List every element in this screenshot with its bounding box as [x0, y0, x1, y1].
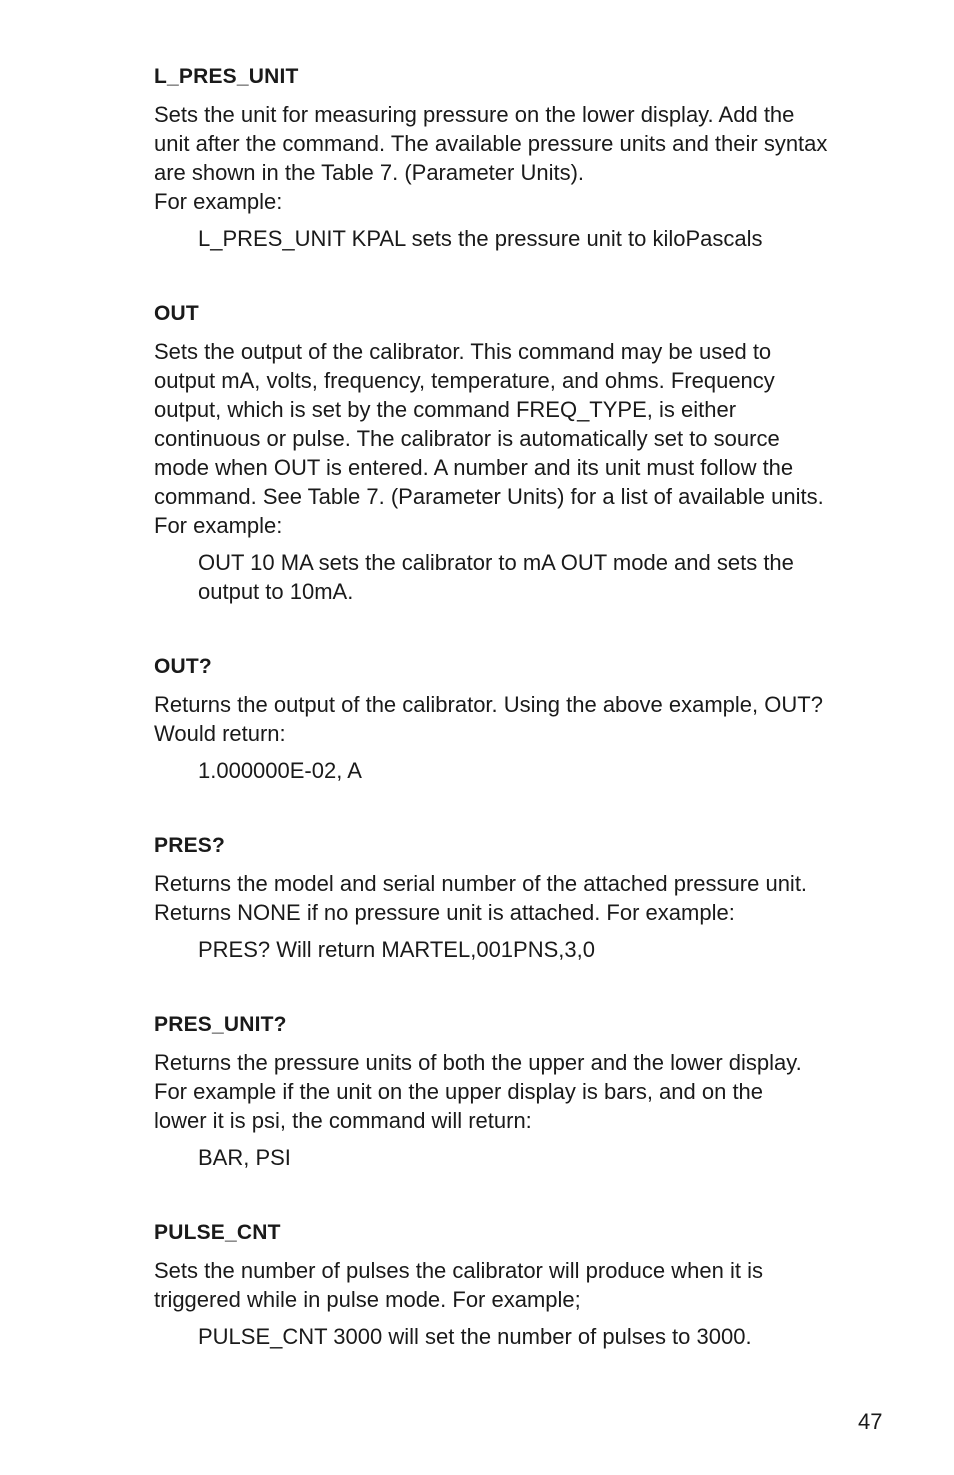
command-heading: L_PRES_UNIT — [154, 65, 299, 88]
command-section-pulse-cnt — [154, 1220, 894, 1351]
description-line: Returns the output of the calibrator. Using the above example, OUT? — [154, 692, 823, 717]
example-line: PULSE_CNT 3000 will set the number of pulses to 3000. — [198, 1324, 752, 1349]
command-section-pres-query — [154, 833, 894, 964]
example-line: BAR, PSI — [198, 1145, 291, 1170]
command-heading: PULSE_CNT — [154, 1221, 281, 1244]
description-line: unit after the command. The available pressure units and their syntax — [154, 131, 828, 156]
description-line: For example if the unit on the upper display is bars, and on the — [154, 1079, 764, 1104]
command-section-l-pres-unit — [154, 64, 894, 253]
description-line: Returns the model and serial number of the attached pressure unit. — [154, 871, 808, 896]
command-description — [154, 1256, 889, 1314]
description-line: Sets the unit for measuring pressure on the lower display. Add the — [154, 102, 795, 127]
description-line: Would return: — [154, 721, 286, 746]
description-line: triggered while in pulse mode. For example; — [154, 1287, 581, 1312]
command-section-out — [154, 301, 894, 606]
description-line: output mA, volts, frequency, temperature, and ohms. Frequency — [154, 368, 775, 393]
description-line: lower it is psi, the command will return: — [154, 1108, 532, 1133]
command-section-out-query — [154, 654, 894, 785]
description-line: For example: — [154, 189, 283, 214]
command-section-pres-unit-query — [154, 1012, 894, 1172]
command-heading: OUT? — [154, 655, 212, 678]
command-description — [154, 100, 889, 216]
command-description — [154, 1048, 889, 1135]
description-line: mode when OUT is entered. A number and its unit must follow the — [154, 455, 794, 480]
description-line: Returns the pressure units of both the upper and the lower display. — [154, 1050, 802, 1075]
description-line: For example: — [154, 513, 283, 538]
example-line: 1.000000E-02, A — [198, 758, 362, 783]
example-line: PRES? Will return MARTEL,001PNS,3,0 — [198, 937, 595, 962]
description-line: command. See Table 7. (Parameter Units) for a list of available units. — [154, 484, 824, 509]
command-example — [198, 224, 888, 253]
page-number: 47 — [858, 1409, 883, 1434]
command-example — [198, 1322, 888, 1351]
command-description — [154, 690, 889, 748]
command-example — [198, 1143, 888, 1172]
description-line: continuous or pulse. The calibrator is automatically set to source — [154, 426, 780, 451]
command-heading: PRES_UNIT? — [154, 1013, 287, 1036]
command-example — [198, 548, 888, 606]
command-description — [154, 337, 889, 540]
description-line: Sets the number of pulses the calibrator will produce when it is — [154, 1258, 763, 1283]
description-line: Returns NONE if no pressure unit is attached. For example: — [154, 900, 735, 925]
description-line: are shown in the Table 7. (Parameter Units). — [154, 160, 585, 185]
example-line: output to 10mA. — [198, 579, 354, 604]
command-description — [154, 869, 889, 927]
command-heading: PRES? — [154, 834, 226, 857]
description-line: output, which is set by the command FREQ_TYPE, is either — [154, 397, 737, 422]
command-heading: OUT — [154, 302, 199, 325]
example-line: OUT 10 MA sets the calibrator to mA OUT mode and sets the — [198, 550, 794, 575]
command-example — [198, 935, 888, 964]
example-line: L_PRES_UNIT KPAL sets the pressure unit to kiloPascals — [198, 226, 763, 251]
command-example — [198, 756, 888, 785]
description-line: Sets the output of the calibrator. This command may be used to — [154, 339, 772, 364]
